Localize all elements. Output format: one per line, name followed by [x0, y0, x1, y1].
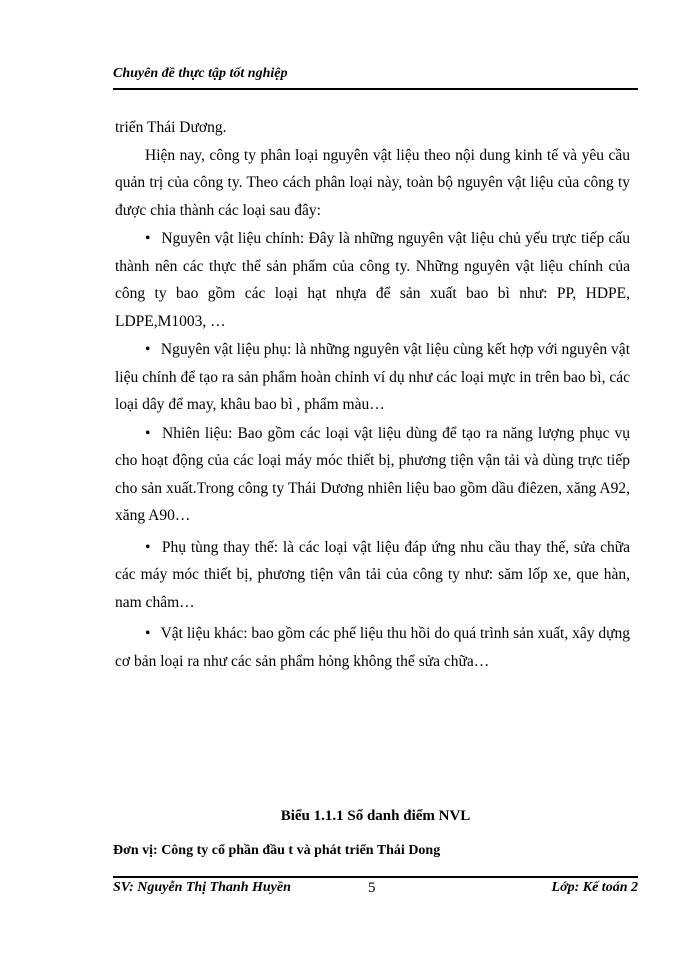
bullet-item [115, 420, 630, 530]
bullet-item [115, 620, 630, 675]
bullet-item [115, 336, 630, 419]
bullet-text: Nguyên vật liệu chính: Đây là những nguyên vật liệu chủ yếu trực tiếp cấu thành nên các thực thể sản phẩm của công ty. Những nguyên vật liệu chính của công ty bao gồm các loại hạt nhựa để sản xuất bao bì như: PP, HDPE, LDPE,M1003, … [115, 230, 630, 330]
page-number: 5 [368, 880, 376, 896]
footer-rule [113, 876, 638, 878]
bullet-text: Nguyên vật liệu phụ: là những nguyên vật liệu cùng kết hợp với nguyên vật liệu chính để tạo ra sản phẩm hoàn chỉnh ví dụ như các loại mực in trên bao bì, các loại dây để may, khâu bao bì , phẩm màu… [115, 341, 630, 413]
bullet-icon: • [145, 538, 151, 556]
header-rule [113, 88, 638, 90]
bullet-text: Vật liệu khác: bao gồm các phế liệu thu hồi do quá trình sản xuất, xây dựng cơ bản loại ra như các sản phẩm hỏng không thể sửa chữa… [115, 625, 631, 670]
bullet-text: Phụ tùng thay thế: là các loại vật liệu đáp ứng nhu cầu thay thế, sửa chữa các máy móc thiết bị, phương tiện vân tải của công ty như: săm lốp xe, que hàn, nam châm… [115, 538, 630, 611]
footer-student: SV: Nguyễn Thị Thanh Huyền [113, 880, 291, 895]
bullet-icon: • [145, 230, 151, 247]
bullet-icon: • [145, 625, 151, 642]
bullet-text: Nhiên liệu: Bao gồm các loại vật liệu dùng để tạo ra năng lượng phục vụ cho hoạt động của các loại máy móc thiết bị, phương tiện vận tải và dùng trực tiếp cho sản xuất.Trong công ty Thái Dương nhiên liệu bao gồm dầu điêzen, xăng A92, xăng A90… [115, 424, 630, 524]
page-footer [113, 880, 638, 900]
paragraph-intro: Hiện nay, công ty phân loại nguyên vật liệu theo nội dung kinh tế và yêu cầu quản trị của công ty. Theo cách phân loại này, toàn bộ nguyên vật liệu của công ty được chia thành các loại sau đây: [115, 146, 630, 219]
page-header: Chuyên đề thực tập tốt nghiệp [113, 66, 288, 81]
bullet-icon: • [145, 341, 151, 358]
table-caption: Biểu 1.1.1 Sổ danh điểm NVL [280, 808, 471, 824]
bullet-item [115, 534, 630, 617]
bullet-icon: • [145, 424, 151, 442]
body-text [115, 114, 630, 675]
footer-class: Lớp: Kế toán 2 [551, 880, 638, 895]
bullet-item [115, 225, 630, 335]
unit-line: Đơn vị: Công ty cổ phần đầu t và phát triển Thái Dong [113, 843, 441, 858]
paragraph-continuation: triển Thái Dương. [115, 119, 227, 136]
